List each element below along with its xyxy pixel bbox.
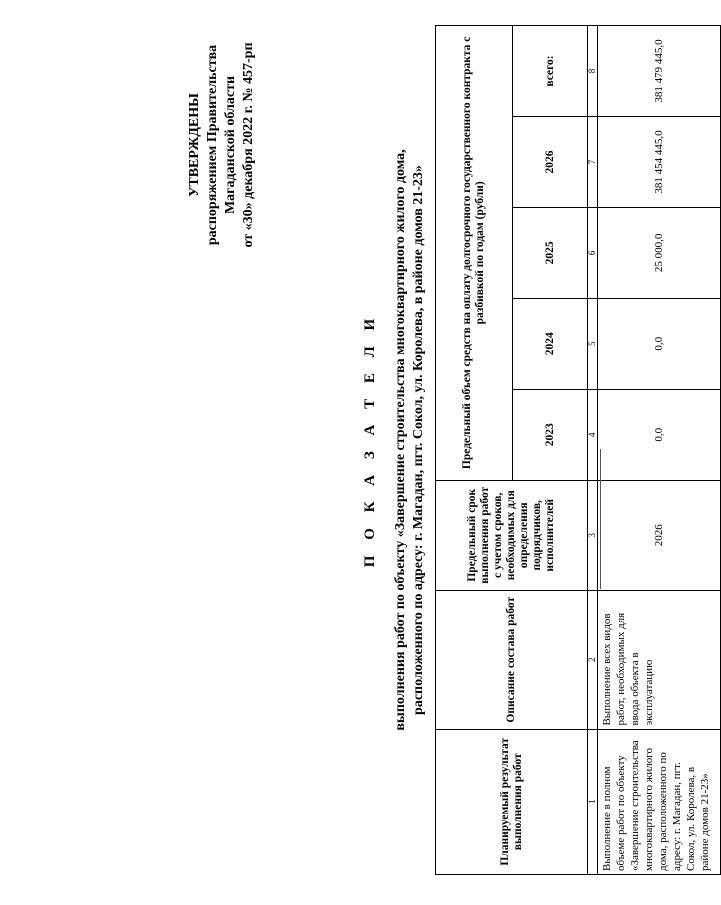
- document-subtitle: [392, 15, 428, 865]
- cell-result: Выполнение в полном объеме работ по объекту «Завершение строительства многоквартирного жилого дома, расположенного по адресу: г. Магадан, пгт. Сокол, ул. Королева, в районе домов 21-23»: [598, 729, 721, 874]
- column-number: 2: [588, 590, 598, 729]
- table-row: [598, 26, 721, 875]
- subtitle-line-1: выполнения работ по объекту «Завершение строительства многоквартирного жилого дома,: [393, 149, 408, 731]
- column-number: 7: [588, 117, 598, 208]
- cell-amount-2026: 381 454 445,0: [598, 117, 721, 208]
- header-funding: Предельный объем средств на оплату долгосрочного государственного контракта с разбивкой по годам (рубли): [436, 26, 513, 481]
- subtitle-line-2: расположенного по адресу: г. Магадан, пгт. Сокол, ул. Королева, в районе домов 21-23»: [411, 165, 426, 715]
- column-numbers-row: [588, 26, 598, 875]
- approval-stamp: [186, 25, 258, 265]
- document-title: П О К А З А Т Е Л И: [362, 312, 378, 568]
- header-year-2024: 2024: [513, 298, 588, 389]
- cell-total: 381 479 445,0: [598, 26, 721, 117]
- cell-amount-2024: 0,0: [598, 298, 721, 389]
- cell-deadline: 2026: [598, 480, 721, 590]
- header-result: Планируемый результат выполнения работ: [436, 729, 588, 874]
- header-description: Описание состава работ: [436, 590, 588, 729]
- cell-amount-2025: 25 000,0: [598, 207, 721, 298]
- header-deadline: Предельный срок выполнения работ с учетом сроков, необходимых для определения подрядчиков, исполнителей: [436, 480, 588, 590]
- header-total: всего:: [513, 26, 588, 117]
- column-number: 4: [588, 389, 598, 480]
- approval-line-3: от «30» декабря 2022 г. № 457-рп: [241, 42, 256, 248]
- column-number: 6: [588, 207, 598, 298]
- column-number: 8: [588, 26, 598, 117]
- header-year-2026: 2026: [513, 117, 588, 208]
- cell-description: Выполнение всех видов работ, необходимых для ввода объекта в эксплуатацию: [598, 590, 721, 729]
- approval-line-1: распоряжением Правительства: [205, 44, 220, 246]
- column-number: 3: [588, 480, 598, 590]
- header-year-2023: 2023: [513, 389, 588, 480]
- column-number: 1: [588, 729, 598, 874]
- indicators-table: [435, 25, 721, 875]
- approval-heading: УТВЕРЖДЕНЫ: [187, 93, 202, 197]
- approval-line-2: Магаданской области: [223, 75, 238, 215]
- closing-divider: [600, 449, 601, 589]
- column-number: 5: [588, 298, 598, 389]
- header-year-2025: 2025: [513, 207, 588, 298]
- cell-amount-2023: 0,0: [598, 389, 721, 480]
